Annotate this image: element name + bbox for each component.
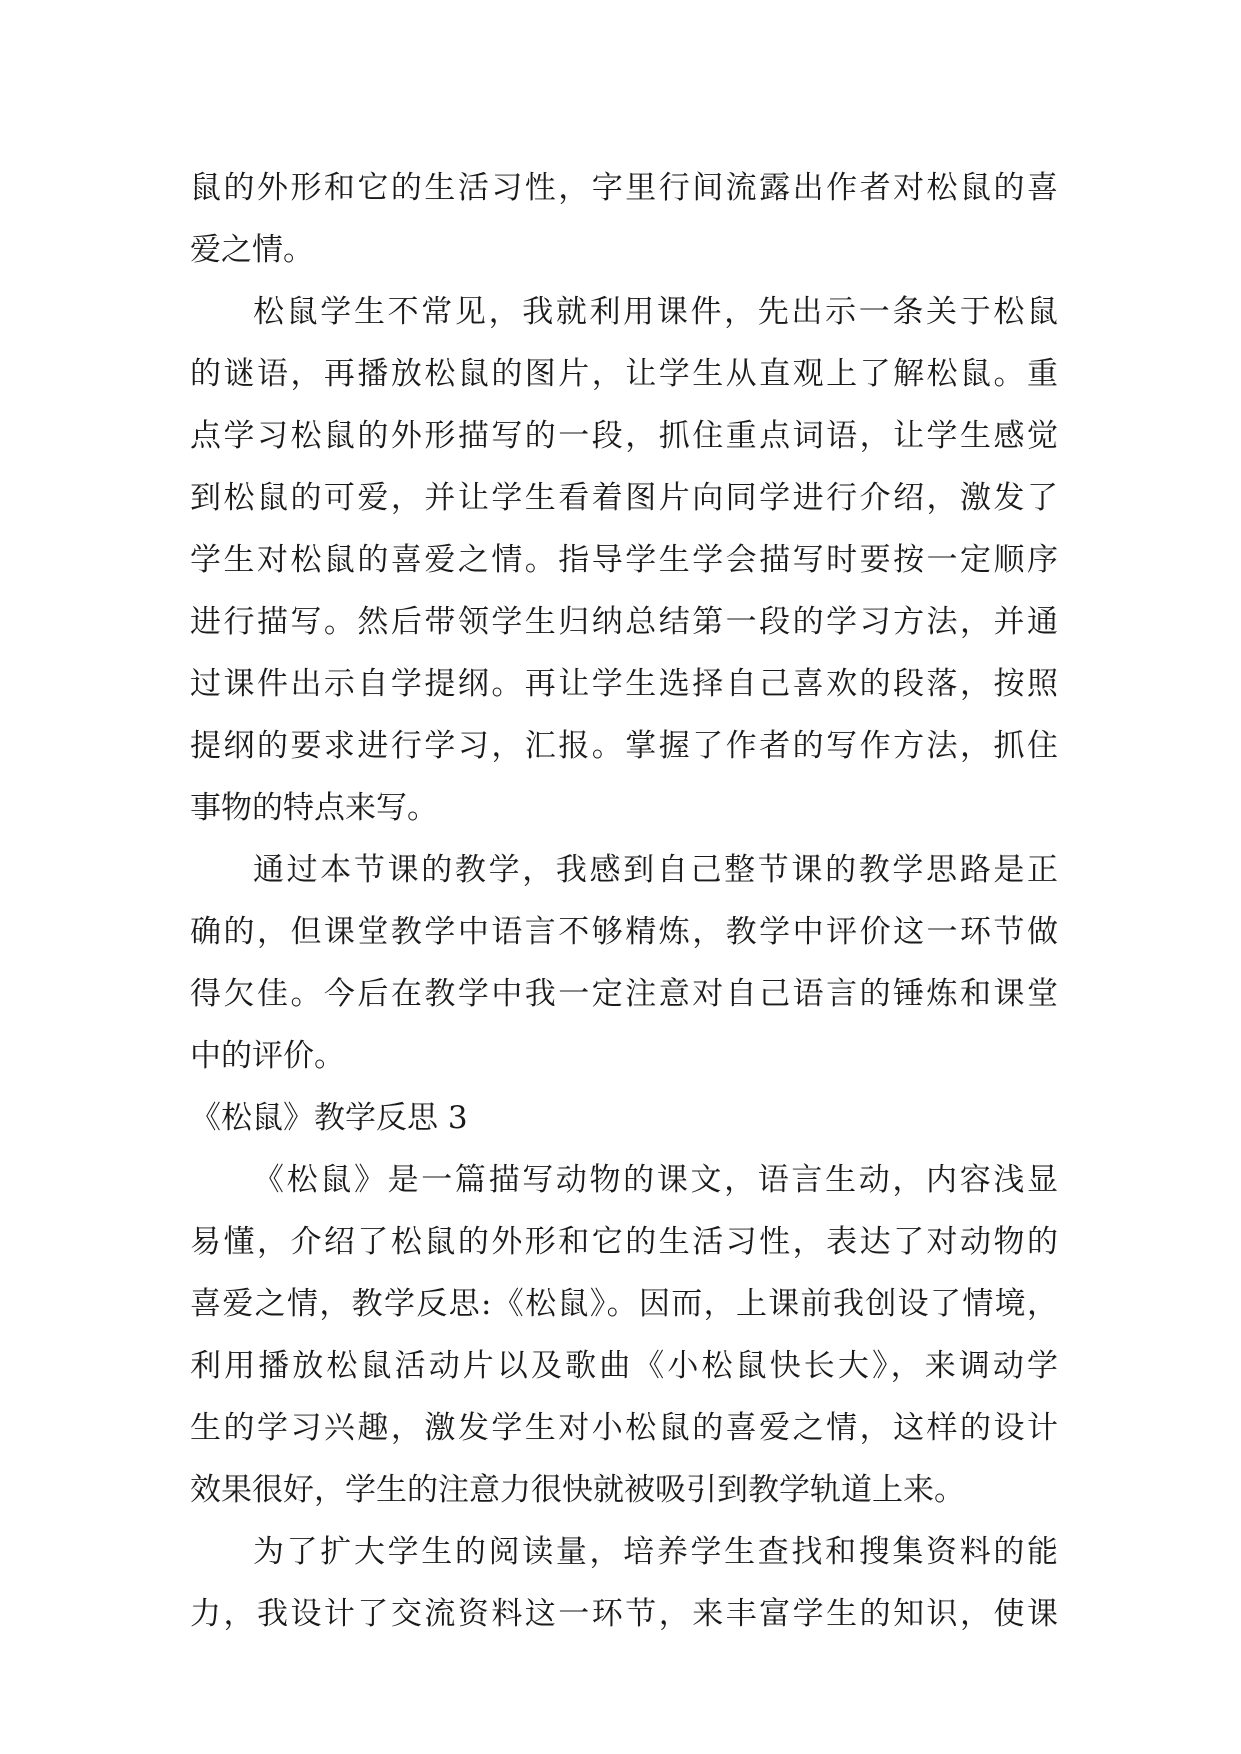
text-line: 学生对松鼠的喜爱之情。指导学生学会描写时要按一定顺序: [190, 542, 1058, 578]
text-line: 的谜语，再播放松鼠的图片，让学生从直观上了解松鼠。重: [190, 356, 1058, 392]
section-heading: 《松鼠》教学反思 3: [190, 1100, 468, 1136]
text-line: 易懂，介绍了松鼠的外形和它的生活习性，表达了对动物的: [190, 1224, 1058, 1260]
text-line: 点学习松鼠的外形描写的一段，抓住重点词语，让学生感觉: [190, 418, 1058, 454]
text-line: 生的学习兴趣，激发学生对小松鼠的喜爱之情，这样的设计: [190, 1410, 1058, 1446]
text-line: 得欠佳。今后在教学中我一定注意对自己语言的锤炼和课堂: [190, 976, 1058, 1012]
document-body: [190, 157, 1058, 1645]
text-line: 鼠的外形和它的生活习性，字里行间流露出作者对松鼠的喜: [190, 170, 1058, 206]
text-line: 松鼠学生不常见，我就利用课件，先出示一条关于松鼠: [253, 294, 1058, 330]
text-line: 到松鼠的可爱，并让学生看着图片向同学进行介绍，激发了: [190, 480, 1058, 516]
text-line: 为了扩大学生的阅读量，培养学生查找和搜集资料的能: [253, 1534, 1058, 1570]
text-line: 通过本节课的教学，我感到自己整节课的教学思路是正: [253, 852, 1058, 888]
text-line: 爱之情。: [190, 232, 314, 268]
paragraph: [190, 839, 1058, 1087]
text-line: 效果很好，学生的注意力很快就被吸引到教学轨道上来。: [190, 1472, 965, 1508]
text-line: 过课件出示自学提纲。再让学生选择自己喜欢的段落，按照: [190, 666, 1058, 702]
text-line: 事物的特点来写。: [190, 790, 438, 826]
text-line: 利用播放松鼠活动片以及歌曲《小松鼠快长大》，来调动学: [190, 1348, 1058, 1384]
paragraph: [190, 1149, 1058, 1521]
text-line: 喜爱之情，教学反思:《松鼠》。因而，上课前我创设了情境，: [190, 1286, 1058, 1322]
paragraph: [190, 157, 1058, 281]
text-line: 《松鼠》是一篇描写动物的课文，语言生动，内容浅显: [253, 1162, 1058, 1198]
text-line: 力，我设计了交流资料这一环节，来丰富学生的知识，使课: [190, 1596, 1058, 1632]
text-line: 进行描写。然后带领学生归纳总结第一段的学习方法，并通: [190, 604, 1058, 640]
text-line: 确的，但课堂教学中语言不够精炼，教学中评价这一环节做: [190, 914, 1058, 950]
text-line: 提纲的要求进行学习，汇报。掌握了作者的写作方法，抓住: [190, 728, 1058, 764]
paragraph: [190, 1521, 1058, 1645]
text-line: 中的评价。: [190, 1038, 345, 1074]
paragraph: [190, 281, 1058, 839]
